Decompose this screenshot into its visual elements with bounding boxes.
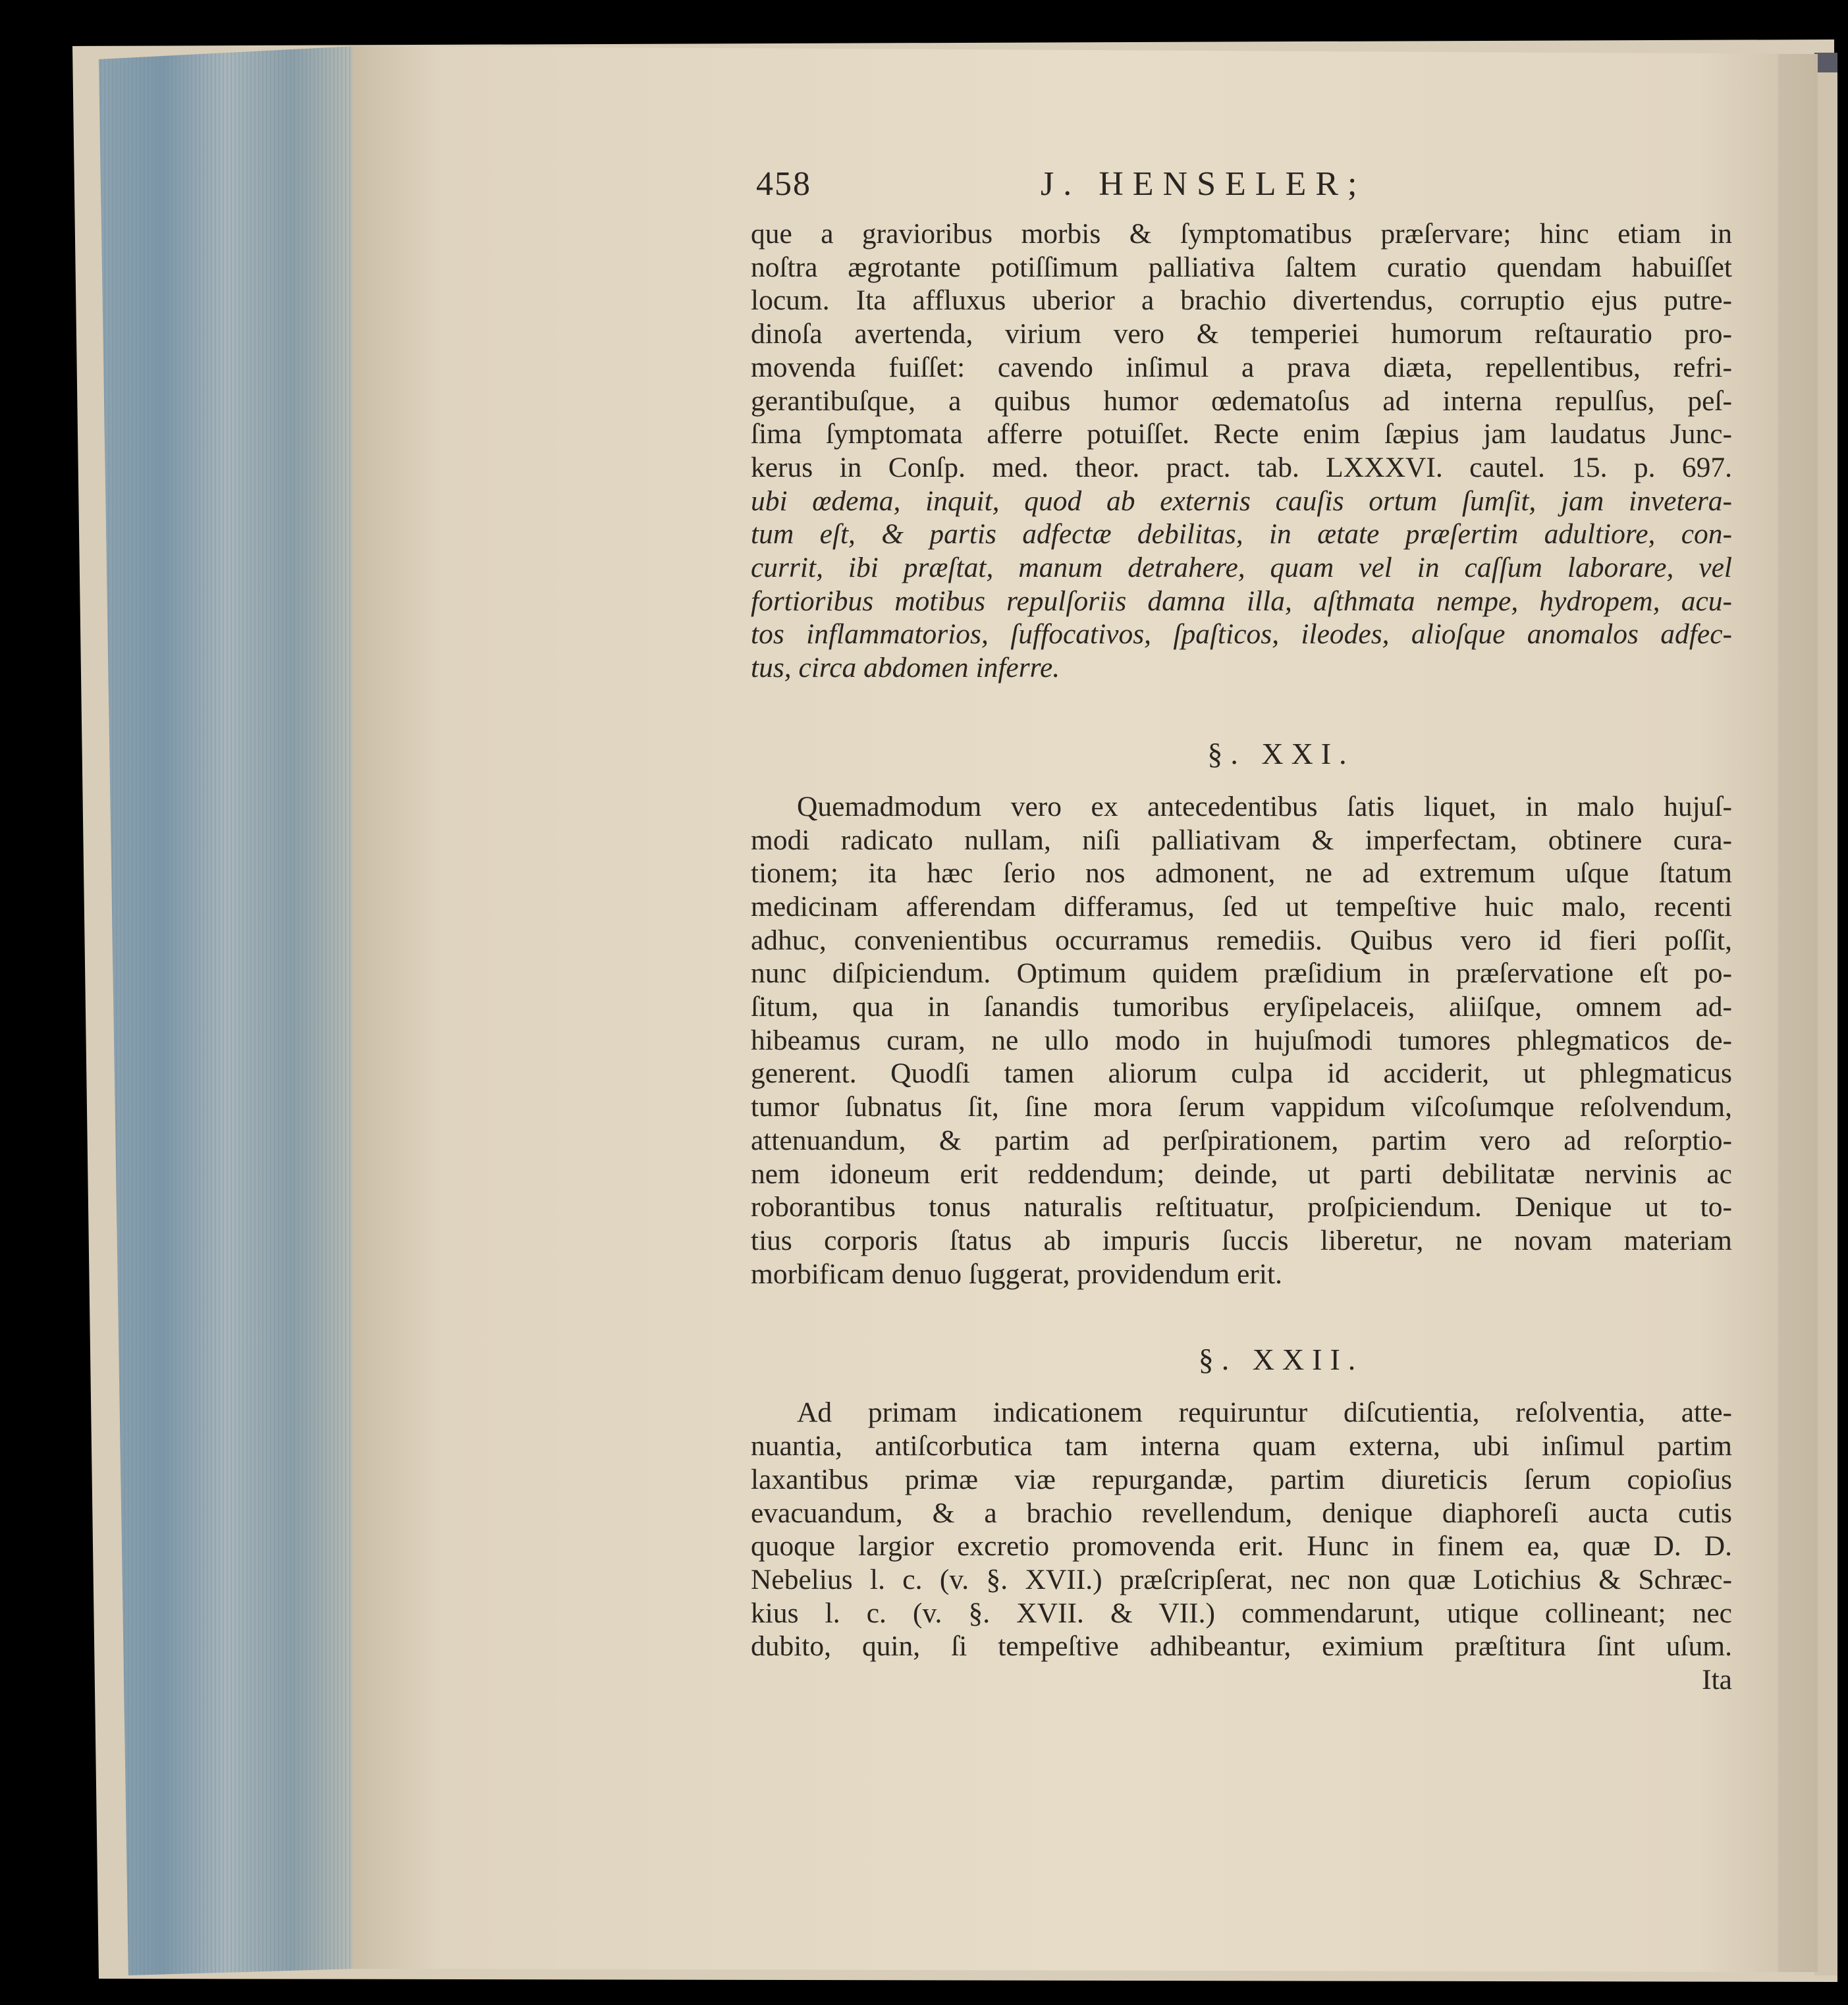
text-line: roborantibus tonus naturalis reſtituatur, proſpiciendum. Denique ut to- [751, 1191, 1732, 1223]
text-line: noſtra ægrotante potiſſimum palliativa ſaltem curatio quendam habuiſſet [751, 251, 1732, 283]
section-heading-22: §. XXII. [1198, 1343, 1364, 1377]
quote-line: currit, ibi præſtat, manum detrahere, quam vel in caſſum laborare, vel [751, 552, 1732, 584]
quote-line: tus, circa abdomen inferre. [751, 652, 1060, 684]
text-line: movenda fuiſſet: cavendo inſimul a prava diæta, repellentibus, refri- [751, 351, 1732, 383]
running-head [751, 165, 1732, 217]
text-line: ſima ſymptomata afferre potuiſſet. Recte enim ſæpius jam laudatus Junc- [751, 418, 1732, 450]
text-line: generent. Quodſi tamen aliorum culpa id acciderit, ut phlegmaticus [751, 1057, 1732, 1090]
text-line: tumor ſubnatus ſit, ſine mora ſerum vappidum viſcoſumque reſolvendum, [751, 1091, 1732, 1123]
page-number: 458 [756, 165, 811, 203]
page-text [751, 165, 1732, 1696]
text-line: tius corporis ſtatus ab impuris ſuccis liberetur, ne novam materiam [751, 1224, 1732, 1256]
text-line: Quemadmodum vero ex antecedentibus ſatis liquet, in malo hujuſ- [797, 790, 1732, 822]
text-line: medicinam afferendam differamus, ſed ut tempeſtive huic malo, recenti [751, 890, 1732, 922]
text-line: gerantibuſque, a quibus humor œdematoſus ad interna repulſus, peſ- [751, 385, 1732, 417]
text-line: adhuc, convenientibus occurramus remediis. Quibus vero id fieri poſſit, [751, 924, 1732, 956]
catchword: Ita [1702, 1664, 1732, 1696]
text-line: hibeamus curam, ne ullo modo in hujuſmodi tumores phlegmaticos de- [751, 1024, 1732, 1056]
running-title: J. HENSELER; [1041, 165, 1367, 203]
text-line: locum. Ita affluxus uberior a brachio divertendus, corruptio ejus putre- [751, 284, 1732, 317]
text-line: dubito, quin, ſi tempeſtive adhibeantur, eximium præſtitura ſint uſum. [751, 1630, 1732, 1663]
quote-line: fortioribus motibus repulſoriis damna illa, aſthmata nempe, hydropem, acu- [751, 585, 1732, 617]
text-line: ſitum, qua in ſanandis tumoribus eryſipelaceis, aliiſque, omnem ad- [751, 991, 1732, 1023]
paragraph-section-22 [751, 1396, 1732, 1663]
text-line: evacuandum, & a brachio revellendum, denique diaphoreſi aucta cutis [751, 1497, 1732, 1529]
section-heading-21: §. XXI. [1207, 736, 1355, 770]
text-line: laxantibus primæ viæ repurgandæ, partim diureticis ſerum copioſius [751, 1463, 1732, 1495]
text-line: Ad primam indicationem requiruntur diſcutientia, reſolventia, atte- [797, 1397, 1732, 1429]
quote-line: tos inflammatorios, ſuffocativos, ſpaſticos, ileodes, alioſque anomalos adfec- [751, 618, 1732, 651]
text-line: nuantia, antiſcorbutica tam interna quam externa, ubi inſimul partim [751, 1430, 1732, 1462]
text-line: que a gravioribus morbis & ſymptomatibus præſervare; hinc etiam in [751, 218, 1732, 250]
quote-line: ubi œdema, inquit, quod ab externis cauſis ortum ſumſit, jam invetera- [751, 485, 1732, 517]
text-line: kius l. c. (v. §. XVII. & VII.) commendarunt, utique collineant; nec [751, 1597, 1732, 1629]
text-line: modi radicato nullam, niſi palliativam & imperfectam, obtinere cura- [751, 824, 1732, 856]
text-line: dinoſa avertenda, virium vero & temperiei humorum reſtauratio pro- [751, 318, 1732, 350]
text-line: Nebelius l. c. (v. §. XVII.) præſcripſerat, nec non quæ Lotichius & Schræc- [751, 1563, 1732, 1595]
text-line: nem idoneum erit reddendum; deinde, ut parti debilitatæ nervinis ac [751, 1158, 1732, 1190]
text-line: quoque largior excretio promovenda erit. Hunc in finem ea, quæ D. D. [751, 1530, 1732, 1563]
quote-line: tum eſt, & partis adfectæ debilitas, in ætate præſertim adultiore, con- [751, 518, 1732, 550]
italic-quotation [751, 485, 1732, 685]
text-line: nunc diſpiciendum. Optimum quidem præſidium in præſervatione eſt po- [751, 957, 1732, 990]
paragraph-continuation [751, 217, 1732, 485]
paragraph-section-21 [751, 790, 1732, 1291]
text-line: tionem; ita hæc ſerio nos admonent, ne ad extremum uſque ſtatum [751, 857, 1732, 890]
text-line: morbificam denuo ſuggerat, providendum erit. [751, 1258, 1282, 1290]
text-line: attenuandum, & partim ad perſpirationem, partim vero ad reſorptio- [751, 1124, 1732, 1156]
text-line: kerus in Conſp. med. theor. pract. tab. LXXXVI. cautel. 15. p. 697. [751, 451, 1732, 483]
